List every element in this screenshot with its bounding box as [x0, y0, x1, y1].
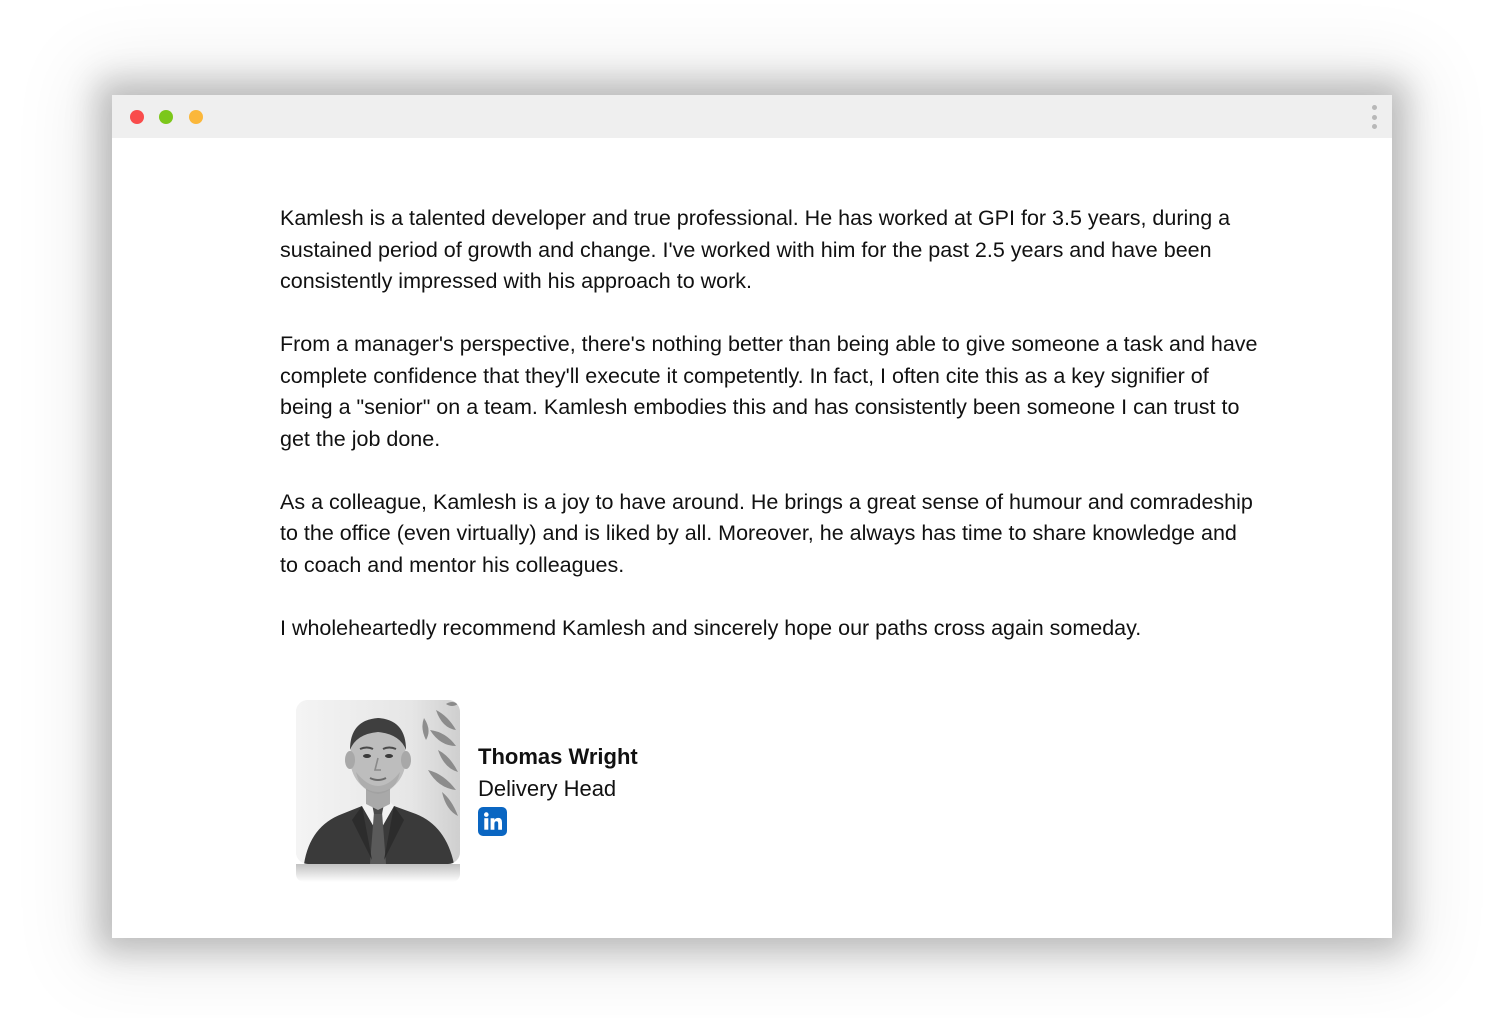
recommendation-text	[280, 203, 1260, 676]
linkedin-icon[interactable]	[478, 807, 507, 836]
browser-window	[112, 95, 1392, 938]
recommendation-paragraph: As a colleague, Kamlesh is a joy to have around. He brings a great sense of humour and comradeship to the office (even virtually) and is liked by all. Moreover, he always has time to share knowledge and to coach and mentor his colleagues.	[280, 489, 1253, 577]
menu-dot	[1372, 124, 1377, 129]
minimize-window-button[interactable]	[189, 110, 203, 124]
author-photo-reflection	[296, 864, 460, 882]
recommendation-paragraph: I wholeheartedly recommend Kamlesh and sincerely hope our paths cross again someday.	[280, 615, 1142, 640]
author-signature	[296, 700, 796, 890]
author-title: Delivery Head	[478, 776, 617, 801]
window-titlebar	[112, 95, 1392, 138]
close-window-button[interactable]	[130, 110, 144, 124]
author-photo	[296, 700, 460, 864]
menu-dot	[1372, 105, 1377, 110]
menu-dot	[1372, 115, 1377, 120]
recommendation-paragraph: Kamlesh is a talented developer and true professional. He has worked at GPI for 3.5 years, during a sustained period of growth and change. I've worked with him for the past 2.5 years and have been consistently impressed with his approach to work.	[280, 206, 1231, 293]
kebab-menu-icon[interactable]	[1370, 105, 1378, 129]
author-name: Thomas Wright	[478, 744, 638, 769]
recommendation-paragraph: From a manager's perspective, there's nothing better than being able to give someone a task and have complete confidence that they'll execute it competently. In fact, I often cite this as a key signifier of being a "senior" on a team. Kamlesh embodies this and has consistently been someone I can trust to get the job done.	[280, 332, 1258, 451]
maximize-window-button[interactable]	[159, 110, 173, 124]
author-photo-container	[296, 700, 460, 882]
